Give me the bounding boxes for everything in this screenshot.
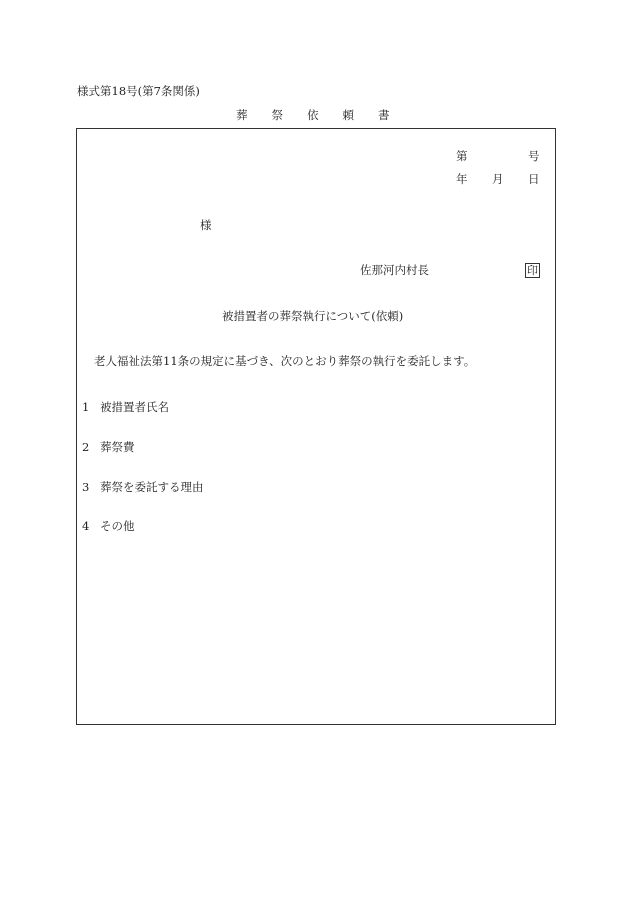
item-label: 葬祭を委託する理由	[100, 480, 204, 494]
number-label: 第	[456, 149, 468, 163]
sender-title: 佐那河内村長	[360, 263, 429, 277]
item-number: 1	[82, 400, 90, 414]
body-text: 老人福祉法第11条の規定に基づき、次のとおり葬祭の執行を委託します。	[94, 354, 476, 368]
addressee-suffix: 様	[200, 218, 212, 232]
title-char: 祭	[271, 108, 283, 122]
item-number: 2	[82, 440, 90, 454]
seal-mark: 印	[527, 264, 538, 277]
document-title	[236, 110, 390, 122]
subject-line: 被措置者の葬祭執行について(依頼)	[222, 309, 404, 323]
title-char: 頼	[342, 108, 354, 122]
item-other	[82, 521, 135, 533]
date-day-label: 日	[528, 172, 540, 186]
item-label: 被措置者氏名	[100, 400, 169, 414]
number-suffix: 号	[528, 149, 540, 163]
item-funeral-cost	[82, 442, 135, 454]
title-char: 書	[378, 108, 390, 122]
form-number: 様式第18号(第7条関係)	[77, 84, 200, 98]
form-frame	[76, 128, 556, 725]
date-year-label: 年	[456, 172, 468, 186]
item-number: 3	[82, 480, 90, 494]
item-label: 葬祭費	[100, 440, 135, 454]
item-reason	[82, 482, 204, 494]
title-char: 葬	[236, 108, 248, 122]
date-month-label: 月	[492, 172, 504, 186]
item-deceased-name	[82, 402, 169, 414]
title-char: 依	[307, 108, 319, 122]
item-label: その他	[100, 519, 135, 533]
item-number: 4	[82, 519, 90, 533]
